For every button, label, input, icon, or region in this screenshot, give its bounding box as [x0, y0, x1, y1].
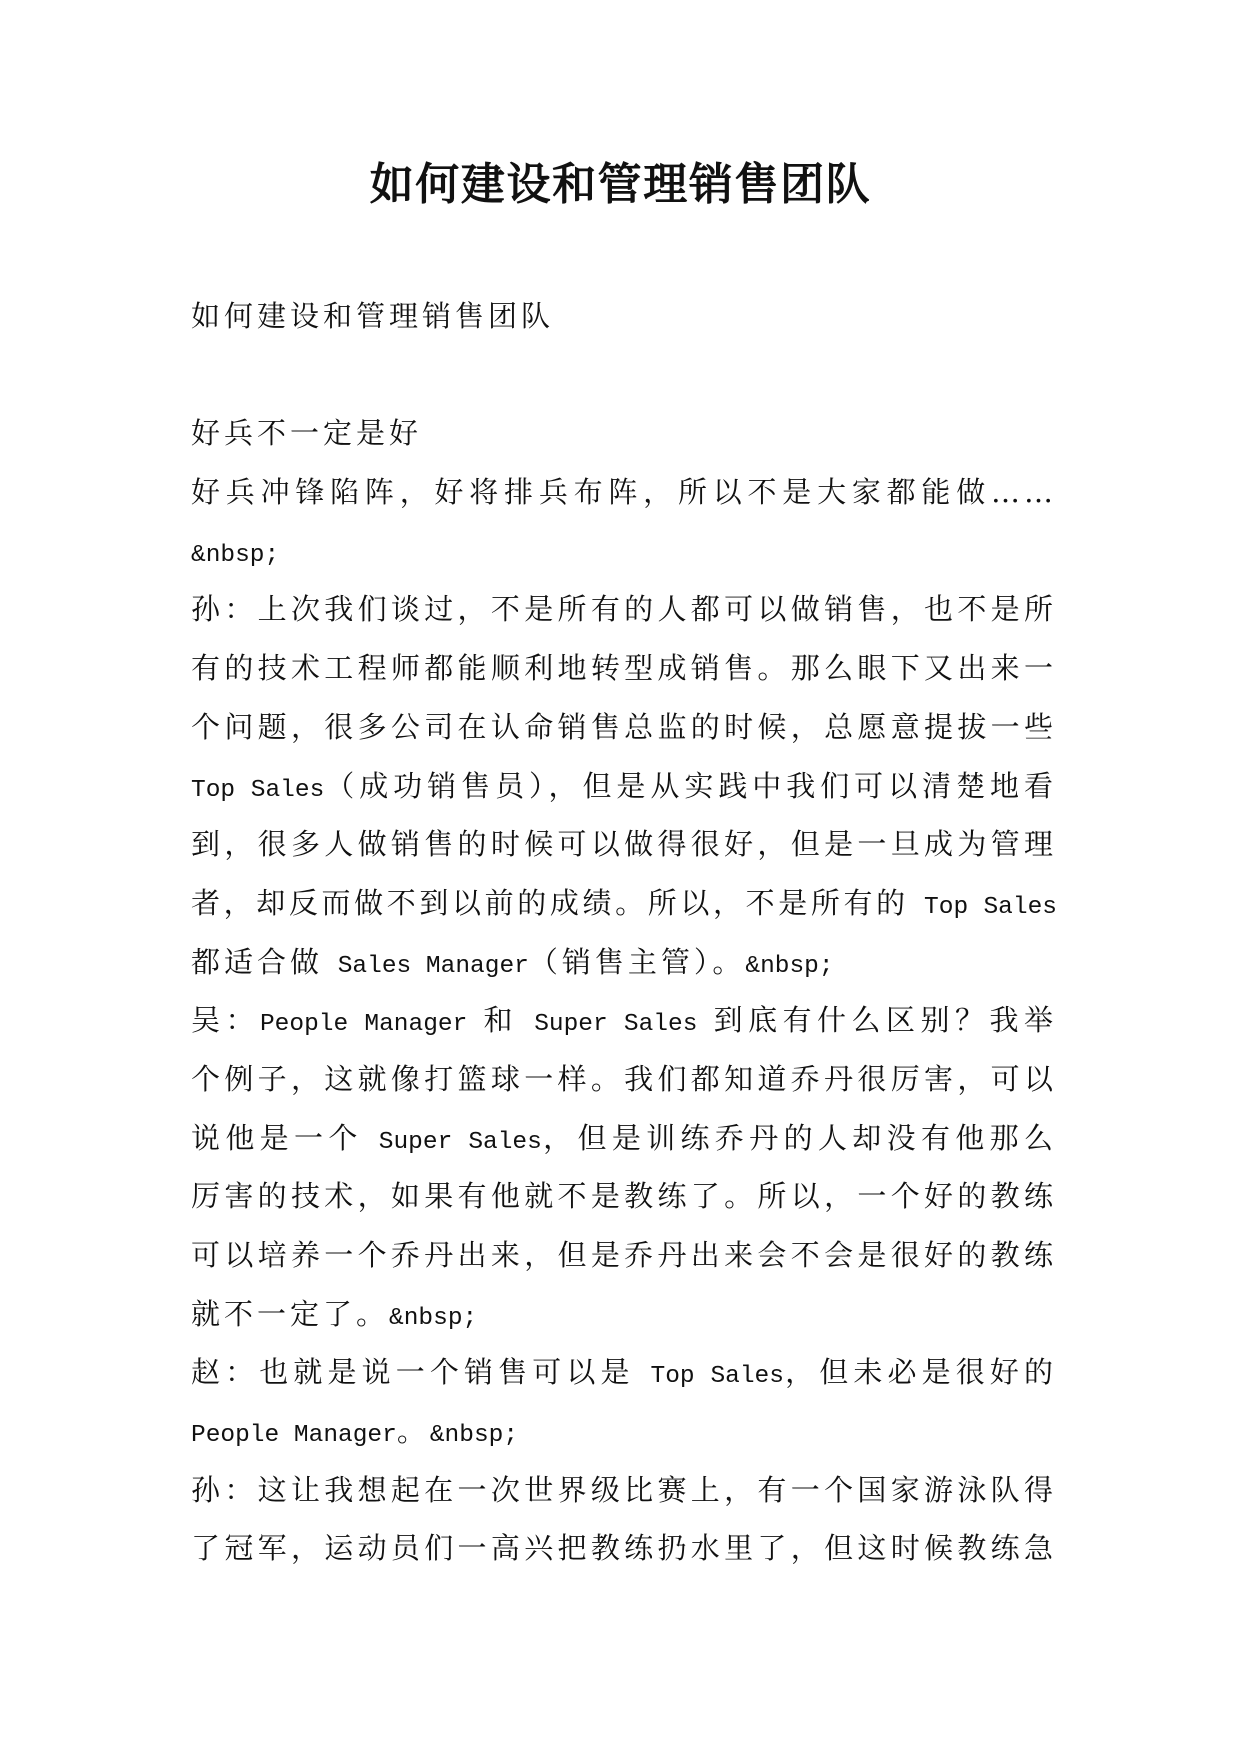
latin-text-run: People Manager [191, 1422, 397, 1450]
paragraph-line: 了冠军，运动员们一高兴把教练扔水里了，但这时候教练急 [191, 1531, 1057, 1566]
paragraph-line: 厉害的技术，如果有他就不是教练了。所以，一个好的教练 [191, 1179, 1057, 1214]
paragraph [191, 404, 1057, 463]
latin-text-run: Top Sales [634, 1363, 784, 1391]
latin-text-run: &nbsp; [429, 1422, 519, 1450]
paragraph-line: 个问题，很多公司在认命销售总监的时候，总愿意提拔一些 [191, 709, 1057, 744]
latin-text-run: Top Sales [908, 893, 1057, 921]
paragraph-line: 好兵冲锋陷阵，好将排兵布阵，所以不是大家都能做…… [191, 475, 1057, 510]
paragraph [191, 1343, 1057, 1460]
paragraph-line: 吴：People Manager 和 Super Sales 到底有什么区别？我举 [191, 1003, 1057, 1039]
paragraph-line: 都适合做 Sales Manager（销售主管）。&nbsp; [191, 944, 834, 980]
latin-text-run: Super Sales [518, 1011, 714, 1039]
document-title: 如何建设和管理销售团队 [369, 159, 872, 210]
paragraph-line: 赵：也就是说一个销售可以是 Top Sales，但未必是很好的 [191, 1355, 1057, 1391]
paragraph [191, 580, 1057, 991]
latin-text-run: &nbsp; [389, 1304, 478, 1332]
paragraph-line: 有的技术工程师都能顺利地转型成销售。那么眼下又出来一 [191, 651, 1057, 686]
paragraph-line: Top Sales（成功销售员），但是从实践中我们可以清楚地看 [191, 768, 1057, 804]
paragraph-line: 可以培养一个乔丹出来，但是乔丹出来会不会是很好的教练 [191, 1238, 1057, 1272]
paragraph-line: 好兵不一定是好 [191, 416, 423, 451]
paragraph-line: 孙：这让我想起在一次世界级比赛上，有一个国家游泳队得 [191, 1472, 1057, 1507]
latin-text-run: Super Sales [362, 1128, 542, 1156]
paragraph [191, 463, 1057, 580]
latin-text-run: People Manager [259, 1011, 484, 1039]
document-subtitle: 如何建设和管理销售团队 [191, 299, 555, 333]
paragraph-line: 个例子，这就像打篮球一样。我们都知道乔丹很厉害，可以 [191, 1061, 1057, 1096]
paragraph [191, 1461, 1057, 1578]
latin-text-run: &nbsp; [745, 952, 834, 980]
paragraph-line: 就不一定了。&nbsp; [191, 1296, 478, 1332]
paragraph [191, 991, 1057, 1343]
paragraph-line: People Manager。&nbsp; [191, 1414, 519, 1450]
paragraph-line [191, 522, 1057, 581]
latin-text-run: Top Sales [191, 776, 325, 804]
document-body [191, 287, 1057, 1578]
paragraph-line: 说他是一个 Super Sales，但是训练乔丹的人却没有他那么 [191, 1120, 1057, 1156]
paragraph-line: 孙：上次我们谈过，不是所有的人都可以做销售，也不是所 [191, 592, 1057, 627]
paragraph-line: 到，很多人做销售的时候可以做得很好，但是一旦成为管理 [191, 827, 1057, 862]
paragraph-line: 者，却反而做不到以前的成绩。所以，不是所有的 Top Sales [191, 885, 1057, 921]
latin-text-run: Sales Manager [323, 952, 529, 980]
latin-text-run: &nbsp; [191, 541, 280, 569]
